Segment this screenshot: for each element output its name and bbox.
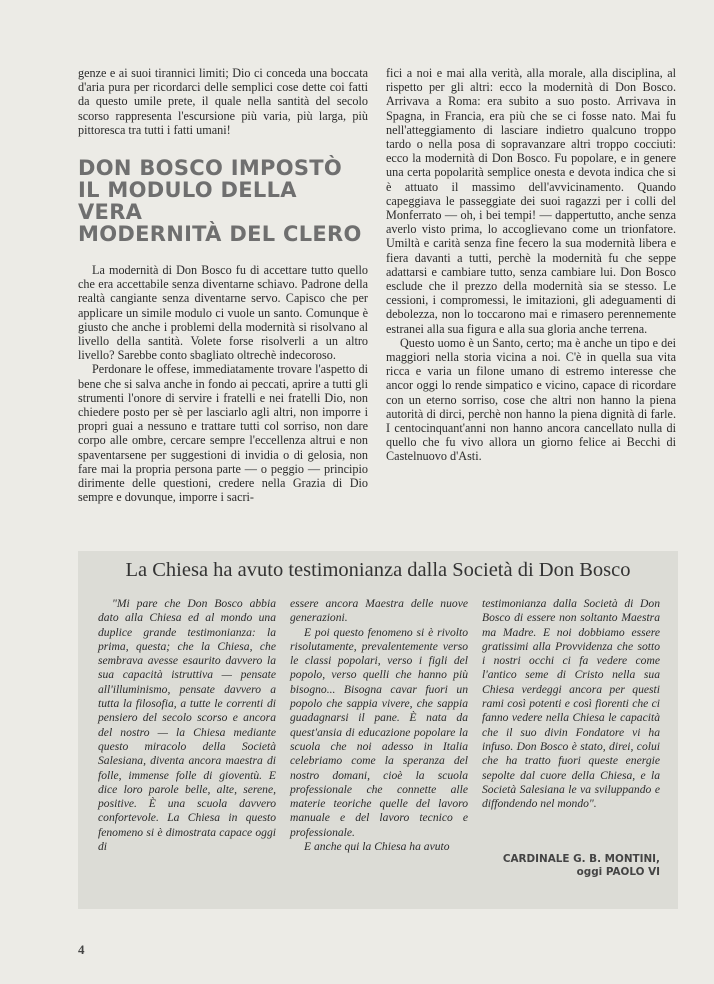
heading-line: IL MODULO DELLA VERA [78, 178, 297, 225]
paragraph: fici a noi e mai alla verità, alla morale, alla disciplina, al rispetto per gli altri: ecco la modernità di Don Bosco. Arrivava a Roma: era subito a suo posto. Arrivava in Spagna, in Francia, era più che se ci fosse nato. Mai fu nell'atteggiamento di lasciare indietro qualcuno troppo tardo o nella posa di sopravanzare altri troppo cocciuti: ecco la modernità di Don Bosco. Fu popolare, e in genere una certa popolarità semplice onesta e devota indica che si è attuato il massimo dell'avvicinamento. Quando capeggiava le passeggiate dei suoi ragazzi per i colli del Monferrato — oh, i bei tempi! — dappertutto, anche senza averlo visto prima, lo accoglievano come un trionfatore. Umiltà e carità senza fine fecero la sua modernità libera e fiera davanti a tutti, perchè la modernità fu che seppe adattarsi e cambiare tutto, senza cambiare lui. Don Bosco esclude che il prezzo della modernità sia se stesso. Le cessioni, i compromessi, le imitazioni, gli adeguamenti di debolezza, non lo toccarono mai e rimasero perennemente estranei alla sua figura e alla sua gloria anche terrena. [386, 66, 676, 336]
right-text-column [386, 66, 676, 464]
paragraph: Questo uomo è un Santo, certo; ma è anche un tipo e dei maggiori nella storia vicina a noi. C'è in quella sua vita ricca e varia un filone umano di estremo interesse che ancor oggi lo rende simpatico e vicino, capace di ricordare con un eterno sorriso, cose che altri non hanno la piena autorità di dirci, perchè non hanno la piena dignità di farle. I centocinquant'anni non hanno ancora cancellato nulla di quello che fu vivo allora un giorno felice ai Becchi di Castelnuovo d'Asti. [386, 335, 676, 464]
quote-text: testimonianza dalla Società di Don Bosco di essere non soltanto Maestra ma Madre. E noi dobbiamo essere gratissimi alla Provvidenza che sotto i nostri occhi ci fa vedere come l'antico seme di Cristo nella sua Chiesa verdeggi ancora per questi rami così potenti e così fiorenti che ci fanno vedere nella Chiesa le capacità che il suo divin Fondatore vi ha infuso. Don Bosco è stato, direi, colui che ha tratto fuori queste energie sepolte dal cuore della Chiesa, e la Società Salesiana le va sviluppando e diffondendo nel mondo". [482, 597, 660, 811]
quote-text: "Mi pare che Don Bosco abbia dato alla Chiesa ed al mondo una duplice grande testimonianza: la prima, questa; che la Chiesa, che sembrava avesse esaurito davvero la sua capacità istruttiva — pensate all'illuminismo, pensate davvero a tutta la filosofia, a tutte le correnti di pensiero del secolo scorso e ancora del nostro — la Chiesa mediante questo miracolo della Società Salesiana, diventa ancora maestra di folle, immense folle di gioventù. E dice loro parole belle, alte, serene, positive. È una scuola davvero confortevole. La Chiesa in questo fenomeno si è dimostrata capace oggi di [98, 597, 276, 854]
quote-column-1 [98, 597, 276, 854]
quote-box [78, 551, 678, 909]
quote-column-3 [482, 597, 660, 811]
quote-text: essere ancora Maestra delle nuove generazioni. [290, 597, 468, 625]
quote-text: E poi questo fenomeno si è rivolto risolutamente, prevalentemente verso le classi popolari, verso i figli del popolo, verso quelli che hanno più bisogno... Bisogna cavar fuori un popolo che sappia vivere, che sappia guadagnarsi il pane. È nata da quest'ansia di educazione popolare la scuola che noi adesso in Italia celebriamo come la speranza del nostro domani, cioè la scuola professionale che connette alle materie teoriche quelle del lavoro manuale e del lavoro tecnico e professionale. [290, 625, 468, 839]
quote-signature [482, 853, 660, 879]
page-number: 4 [78, 942, 85, 957]
paragraph: Perdonare le offese, immediatamente trovare l'aspetto di bene che si salva anche in fondo ai peccati, aprire a tutti gli strumenti l'onore di servire i fratelli e nei fratelli Dio, non chiedere posto per sè per lasciarlo agli altri, non imporre i propri guai a nessuno e trattare tutti col sorriso, non dare corpo alle ombre, cercare sempre l'eccellenza altrui e non spaventarsene per suggestioni di invidia o di gelosia, non fare mai la propria persona parte — o peggio — principio dirimente delle questioni, credere nella Grazia di Dio sempre e dovunque, imporre i sacri- [78, 362, 368, 505]
left-text-column [78, 66, 368, 504]
heading-line: DON BOSCO IMPOSTÒ [78, 156, 343, 181]
quote-text: E anche qui la Chiesa ha avuto [304, 840, 450, 854]
section-heading [78, 157, 368, 245]
signature-line: CARDINALE G. B. MONTINI, [502, 853, 660, 865]
heading-line: MODERNITÀ DEL CLERO [78, 222, 362, 247]
quote-column-2 [290, 597, 468, 854]
paragraph: genze e ai suoi tirannici limiti; Dio ci conceda una boccata d'aria pura per ricordarci delle semplici cose dette coi fatti da questo umile prete, il quale nella santità del secolo scorso rappresenta l'escursione più varia, più larga, più pittoresca tra tutti i fatti umani! [78, 66, 368, 137]
signature-line: oggi PAOLO VI [576, 866, 660, 878]
paragraph: La modernità di Don Bosco fu di accettare tutto quello che era accettabile senza diventarne schiavo. Padrone della realtà cangiante senza diventarne servo. Capisco che per applicare un simile modulo ci vuole un santo. Comunque è giusto che anche i problemi della modernità si risolvano al livello della santità. Volete forse risolverli a un altro livello? Sarebbe conto sbagliato oltrechè indecoroso. [78, 263, 368, 363]
quote-box-title: La Chiesa ha avuto testimonianza dalla Società di Don Bosco [125, 559, 631, 581]
